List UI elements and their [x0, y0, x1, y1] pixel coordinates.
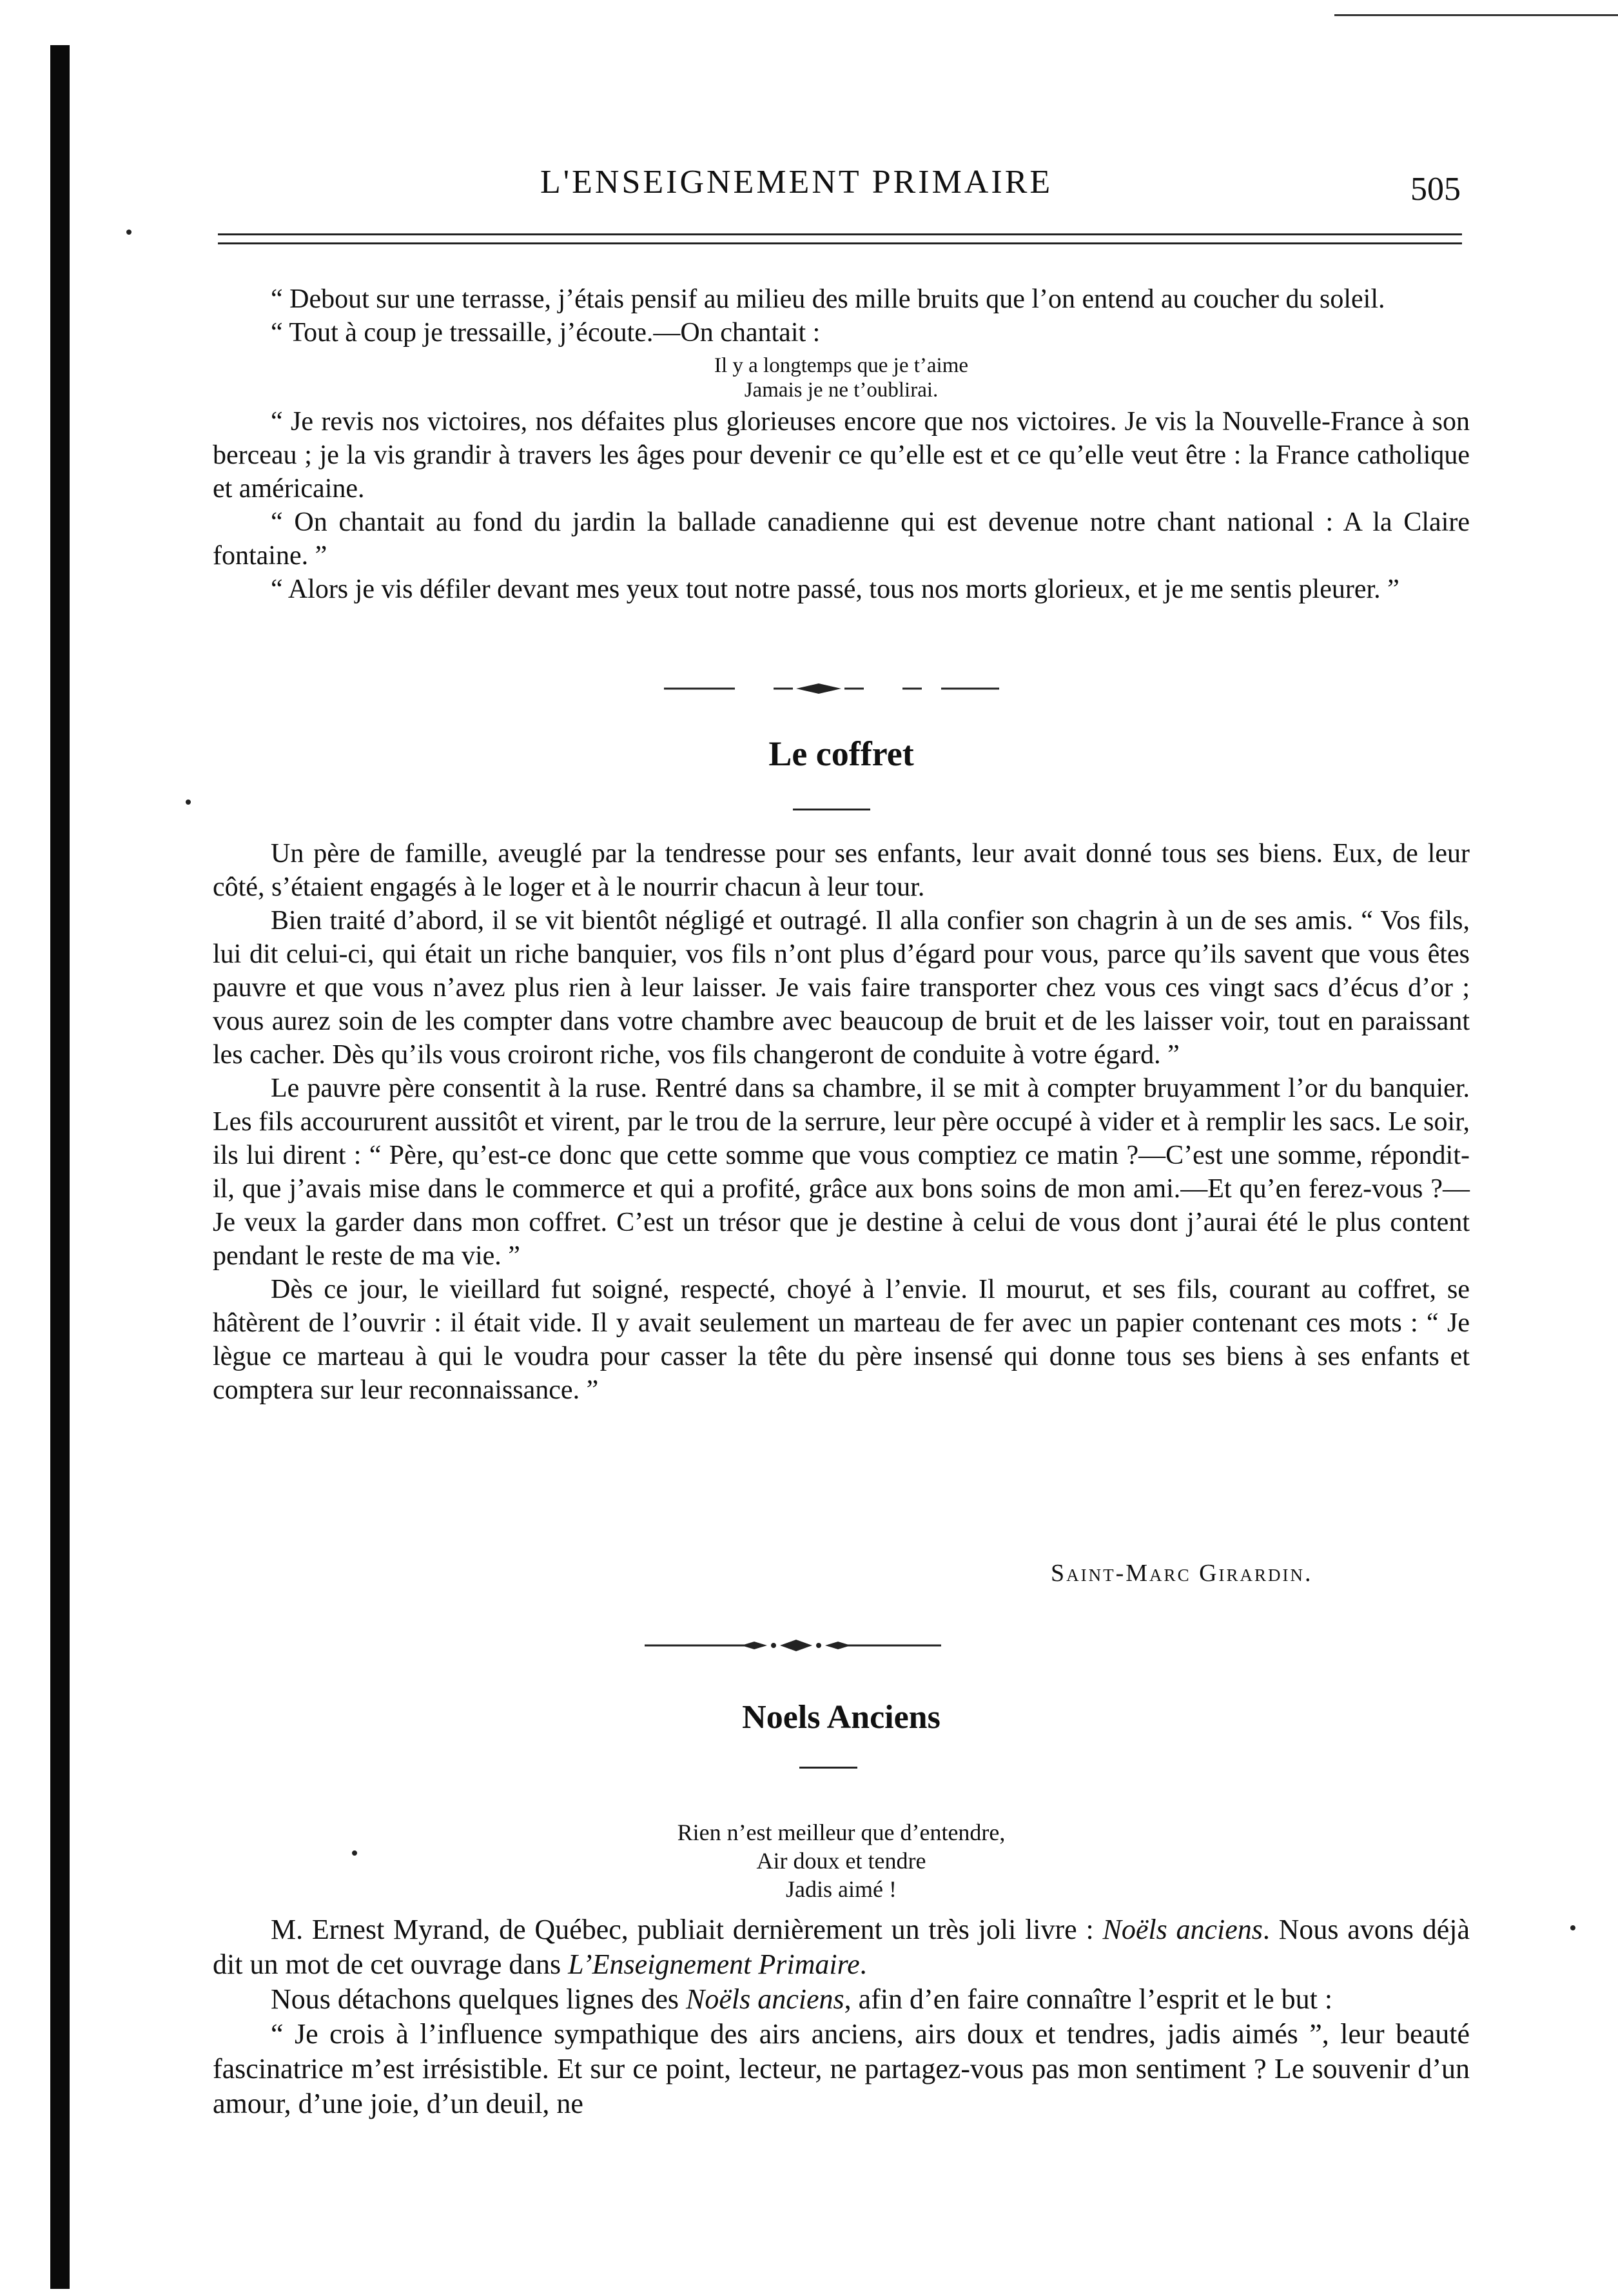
author-signature: Saint-Marc Girardin. [1051, 1560, 1313, 1587]
coffret-paragraph: Le pauvre père consentit à la ruse. Rentré dans sa chambre, il se mit à compter bruyamment l’or du banquier. Les fils accoururent aussitôt et virent, par le trou de la serrure, leur père occupé à vider et à remplir les sacs. Le soir, ils lui dirent : “ Père, qu’est-ce donc que cette somme que vous comptiez ce matin ?—C’est une somme, répondit-il, que j’avais mise dans le commerce et qui a profité, grâce aux bons soins de mon ami.—Et qu’en ferez-vous ?—Je veux la garder dans mon coffret. C’est un trésor que je destine à celui de vous dont j’aurai été le plus content pendant le reste de ma vie. ” [213, 1074, 1470, 1271]
stray-mark [186, 800, 191, 805]
intro-verse [213, 353, 1470, 402]
coffret-paragraph: Un père de famille, aveuglé par la tendresse pour ses enfants, leur avait donné tous ses biens. Eux, de leur côté, s’étaient engagés à le loger et à le nourrir chacun à leur tour. [213, 839, 1470, 902]
coffret-paragraph: Dès ce jour, le vieillard fut soigné, respecté, choyé à l’envie. Il mourut, et ses fils, courant au coffret, se hâtèrent de l’ouvrir : il était vide. Il y avait seulement un marteau de fer avec un papier contenant ces mots : “ Je lègue ce marteau à qui le voudra pour casser la tête du père insensé qui donne tous ses biens à ses enfants et comptera sur leur reconnaissance. ” [213, 1275, 1470, 1405]
title-rule [793, 809, 870, 810]
intro-paragraph: “ Tout à coup je tressaille, j’écoute.—On chantait : [271, 318, 821, 348]
header-rule-top [218, 233, 1462, 235]
verse-line: Jamais je ne t’oublirai. [744, 378, 939, 402]
intro-paragraph: “ On chantait au fond du jardin la ballade canadienne qui est devenue notre chant national : A la Claire fontaine. ” [213, 507, 1470, 571]
running-header: L'ENSEIGNEMENT PRIMAIRE [540, 164, 1053, 201]
intro-paragraph: “ Debout sur une terrasse, j’étais pensif au milieu des mille bruits que l’on entend au coucher du soleil. [271, 284, 1385, 314]
book-title: Noëls anciens [1102, 1914, 1263, 1945]
section-ornament [645, 1638, 941, 1653]
coffret-paragraph: Bien traité d’abord, il se vit bientôt négligé et outragé. Il alla confier son chagrin à un de ses amis. “ Vos fils, lui dit celui-ci, qui était un riche banquier, vos fils n’ont plus d’égard pour vous, parce qu’ils savent que vous êtes pauvre et que vous n’avez plus rien à leur laisser. Je vais faire transporter chez vous ces vingt sacs d’écus d’or ; vous aurez soin de les compter dans votre chambre avec beaucoup de bruit et de les laisser voir, tout en paraissant les cacher. Dès qu’ils vous croiront riche, vos fils changeront de conduite à votre égard. ” [213, 906, 1470, 1070]
noels-paragraph [213, 1982, 1470, 2017]
epigraph-line: Rien n’est meilleur que d’entendre, [677, 1820, 1006, 1845]
section-title-noels: Noels Anciens [742, 1699, 941, 1736]
stray-mark [126, 230, 132, 235]
stray-mark [1570, 1925, 1575, 1930]
epigraph-line: Air doux et tendre [756, 1848, 926, 1874]
section-title-coffret: Le coffret [768, 734, 914, 773]
intro-paragraph: “ Je revis nos victoires, nos défaites plus glorieuses encore que nos victoires. Je vis la Nouvelle-France à son berceau ; je la vis grandir à travers les âges pour devenir ce qu’elle est et ce qu’elle veut être : la France catholique et américaine. [213, 407, 1470, 504]
header-rule-bottom [218, 242, 1462, 244]
text-run: M. Ernest Myrand, de Québec, publiait dernièrement un très joli livre : [271, 1914, 1103, 1945]
verse-line: Il y a longtemps que je t’aime [714, 354, 969, 377]
book-title: Noëls anciens [686, 1983, 844, 2015]
coffret-section [213, 837, 1470, 1407]
text-run: Nous détachons quelques lignes des [271, 1983, 686, 2015]
journal-title: L’Enseignement Primaire [568, 1948, 860, 1980]
intro-section [213, 282, 1470, 606]
binding-edge [50, 45, 70, 2289]
text-run: , afin d’en faire connaître l’esprit et le but : [844, 1983, 1333, 2015]
noels-paragraph [213, 1912, 1470, 1982]
noels-epigraph [213, 1818, 1470, 1903]
intro-paragraph: “ Alors je vis défiler devant mes yeux tout notre passé, tous nos morts glorieux, et je me sentis pleurer. ” [271, 574, 1399, 604]
page-number: 505 [1410, 171, 1461, 208]
stray-mark [352, 1850, 357, 1856]
noels-section [213, 1912, 1470, 2121]
text-run: . [859, 1948, 867, 1980]
text-run: . Nous avons déjà dit un mot de cet ouvrage dans [213, 1914, 1470, 1980]
noels-paragraph: “ Je crois à l’influence sympathique des airs anciens, airs doux et tendres, jadis aimés ”, leur beauté fascinatrice m’est irrésistible. Et sur ce point, lecteur, ne partagez-vous pas mon sentiment ? Le souvenir d’un amour, d’une joie, d’un deuil, ne [213, 2018, 1470, 2119]
corner-rule [1334, 14, 1618, 16]
epigraph-line: Jadis aimé ! [786, 1876, 897, 1902]
section-ornament [664, 681, 999, 696]
title-rule [799, 1767, 857, 1769]
